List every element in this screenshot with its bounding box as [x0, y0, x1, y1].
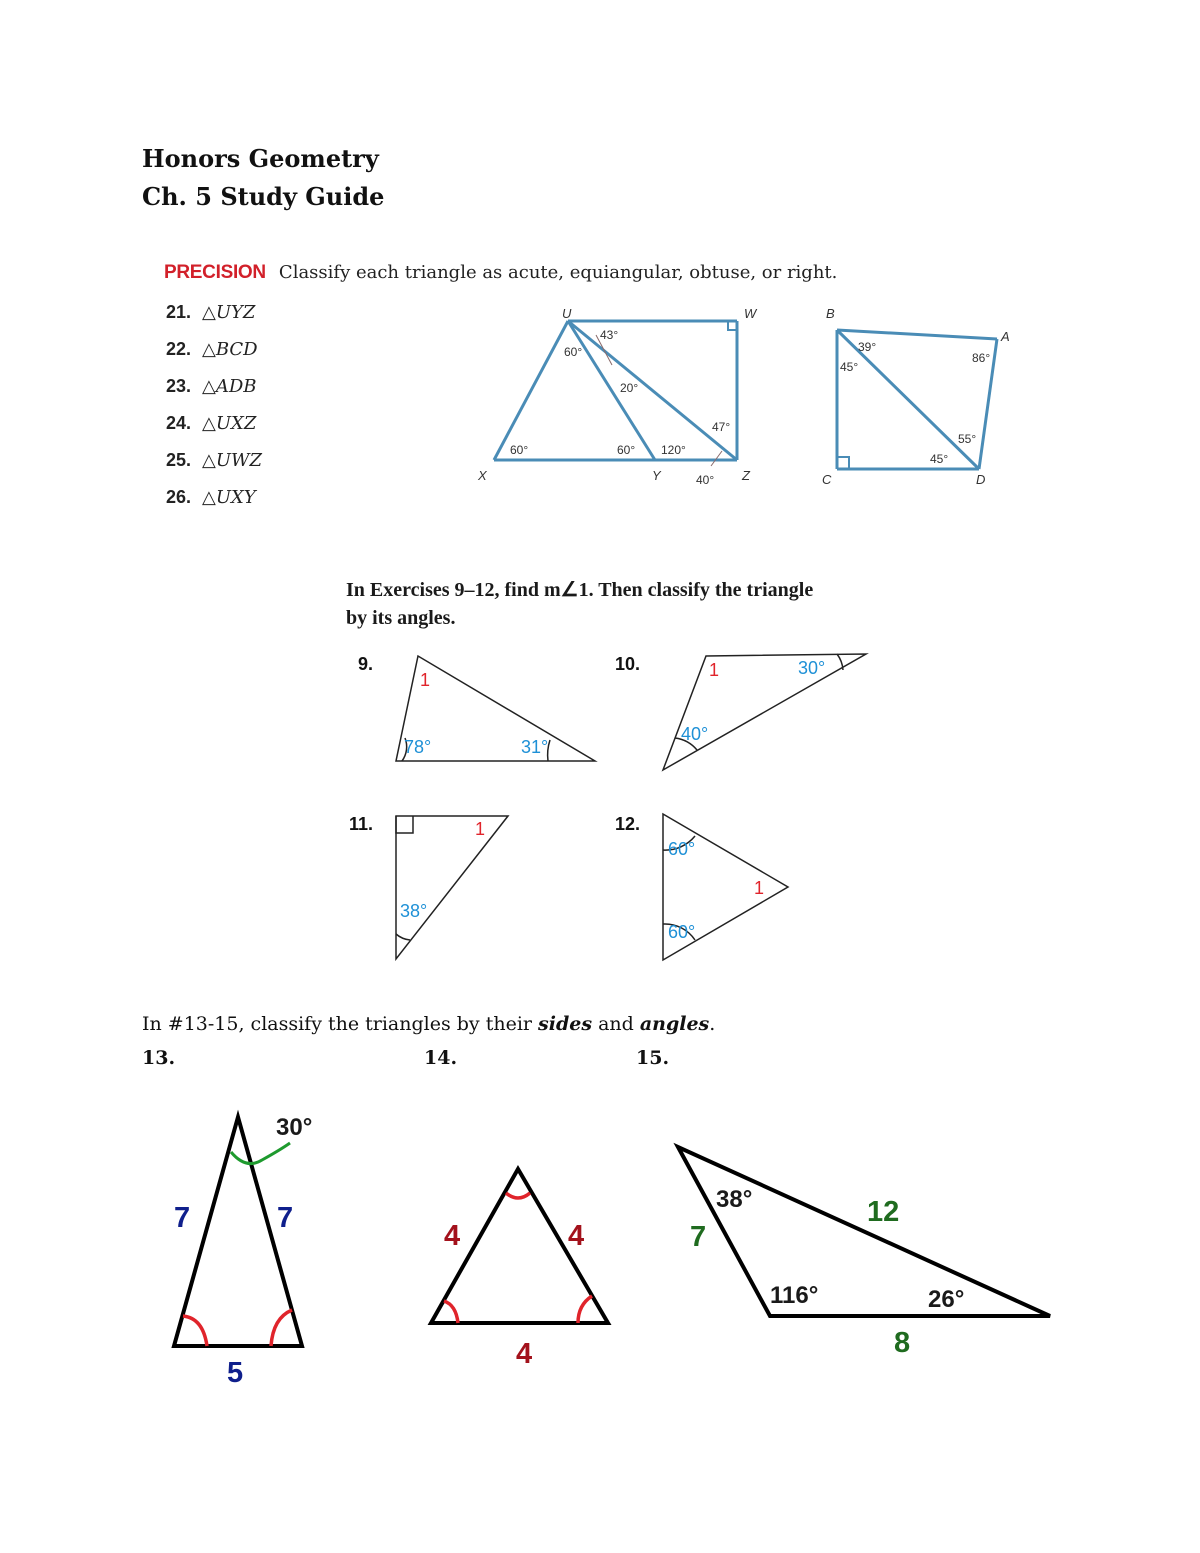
angle-label: 45° [840, 360, 859, 374]
vertex-a: A [1001, 329, 1010, 344]
side-label: 5 [227, 1357, 244, 1389]
angle-label: 31° [521, 737, 549, 757]
angle-label: 30° [798, 658, 826, 678]
vertex-u: U [562, 306, 572, 321]
problem-number: 15. [636, 1047, 670, 1069]
angle-label: 30° [276, 1114, 313, 1141]
angle-label: 43° [600, 328, 619, 342]
vertex-c: C [822, 472, 832, 487]
precision-instruction: Classify each triangle as acute, equiangular, obtuse, or right. [278, 262, 838, 283]
instr-text: and [592, 1013, 640, 1035]
triangle-15 [678, 1147, 1050, 1316]
side-label: 12 [867, 1196, 900, 1228]
page-subtitle: Ch. 5 Study Guide [142, 182, 385, 211]
angle-arc [506, 1193, 530, 1198]
angle-label: 40° [681, 724, 709, 744]
angle-pointer [231, 1143, 290, 1164]
vertex-w: W [744, 306, 757, 321]
angle-label: 38° [716, 1186, 753, 1213]
side-label: 4 [444, 1220, 461, 1252]
angle-arc [183, 1316, 207, 1346]
angle-label: 45° [930, 452, 949, 466]
item-number: 24. [166, 413, 192, 433]
angle-label: 40° [696, 473, 715, 487]
vertex-x: X [478, 468, 487, 483]
vertex-z: Z [742, 468, 750, 483]
side-label: 4 [568, 1220, 585, 1252]
vertex-d: D [976, 472, 986, 487]
item-number: 22. [166, 339, 192, 359]
angle-arc [578, 1296, 592, 1323]
angle-1-label: 1 [709, 660, 720, 680]
angle-1-label: 1 [475, 819, 486, 839]
instr-angles: angles [639, 1013, 710, 1035]
angle-label: 60° [510, 443, 529, 457]
item-number: 25. [166, 450, 192, 470]
angle-label: 60° [668, 922, 696, 942]
vertex-y: Y [652, 468, 661, 483]
angle-label: 20° [620, 381, 639, 395]
angle-label: 60° [617, 443, 636, 457]
item-number: 21. [166, 302, 192, 322]
angle-label: 120° [661, 443, 686, 457]
angle-label: 47° [712, 420, 731, 434]
item-number: 23. [166, 376, 192, 396]
item-text: △UYZ [202, 302, 256, 323]
page-title: Honors Geometry [142, 144, 379, 173]
exercise-heading-line1: In Exercises 9–12, find m∠1. Then classify the triangle [346, 579, 814, 601]
instr-text: In #13-15, classify the triangles by their [142, 1013, 539, 1035]
instr-sides: sides [538, 1013, 593, 1035]
angle-label: 78° [404, 737, 432, 757]
exercise-heading-line2: by its angles. [346, 607, 456, 629]
angle-label: 55° [958, 432, 977, 446]
angle-label: 38° [400, 901, 428, 921]
angle-arc [444, 1301, 458, 1323]
vertex-b: B [826, 306, 835, 321]
problem-number: 14. [424, 1047, 458, 1069]
item-text: △UXZ [202, 413, 257, 434]
angle-arc [271, 1310, 292, 1346]
angle-1-label: 1 [420, 670, 431, 690]
precision-label: PRECISION [164, 262, 266, 283]
side-label: 7 [174, 1202, 191, 1234]
exercise-number: 9. [358, 654, 374, 674]
exercise-number: 11. [349, 814, 374, 834]
angle-label: 116° [770, 1282, 819, 1309]
angle-1-label: 1 [754, 878, 765, 898]
angle-label: 86° [972, 351, 991, 365]
instr-text: . [709, 1013, 716, 1035]
side-label: 7 [690, 1221, 707, 1253]
angle-label: 39° [858, 340, 877, 354]
side-label: 8 [894, 1327, 911, 1359]
problem-number: 13. [142, 1047, 176, 1069]
item-text: △ADB [202, 376, 257, 397]
item-text: △BCD [202, 339, 258, 360]
side-label: 7 [277, 1202, 294, 1234]
exercise-number: 12. [615, 814, 641, 834]
item-number: 26. [166, 487, 192, 507]
item-text: △UWZ [202, 450, 263, 471]
exercise-number: 10. [615, 654, 641, 674]
side-label: 4 [516, 1338, 533, 1370]
item-text: △UXY [202, 487, 256, 508]
angle-label: 60° [668, 839, 696, 859]
angle-label: 26° [928, 1286, 965, 1313]
angle-label: 60° [564, 345, 583, 359]
